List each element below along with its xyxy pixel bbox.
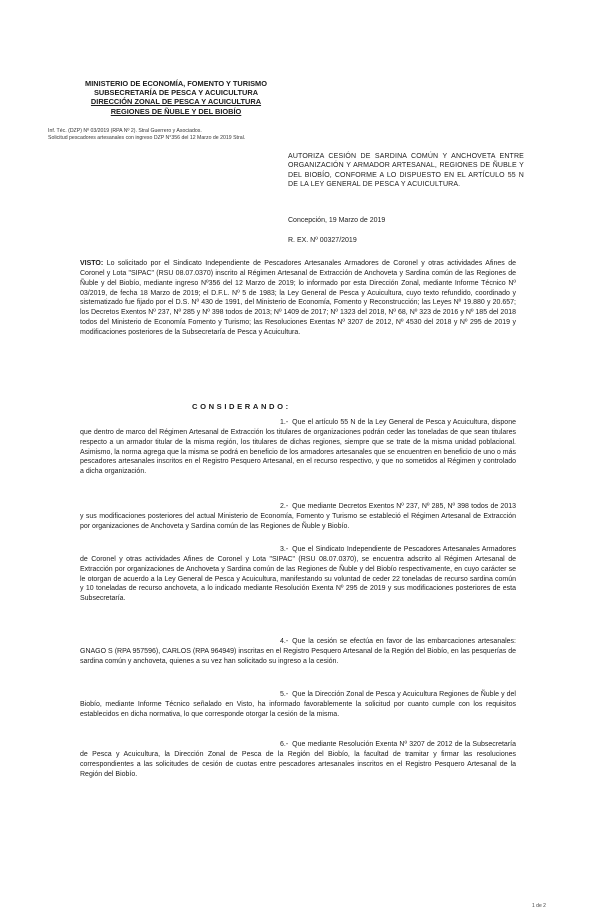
- considerando-paragraph-3: [80, 545, 516, 604]
- resolution-date: Concepción, 19 Marzo de 2019: [288, 217, 386, 224]
- reference-line-1: Inf. Téc. (DZP) Nº 03/2019 (RPA Nº 2). Stral Guerrero y Asociados.: [48, 128, 202, 134]
- considerando-paragraph-6: [80, 740, 516, 779]
- visto-section: [80, 259, 516, 338]
- paragraph-text: Que mediante Decretos Exentos Nº 237, Nº 285, Nº 398 todos de 2013 y sus modificaciones posteriores del actual Ministerio de Economía, Fomento y Turismo se estableció el Régimen Artesanal de Extracción por organizaciones de Anchoveta y Sardina común de las Regiones de Ñuble y Biobío.: [80, 503, 516, 530]
- reference-line-2: Solicitud pescadores artesanales con ingreso DZP N°356 del 12 Marzo de 2019 Stral.: [48, 134, 246, 141]
- paragraph-number: 2.-: [280, 503, 289, 510]
- subsecretary-line: SUBSECRETARÍA DE PESCA Y ACUICULTURA: [93, 88, 259, 98]
- paragraph-number: 5.-: [280, 691, 289, 698]
- paragraph-number: 6.-: [280, 741, 289, 748]
- paragraph-text: Que el artículo 55 N de la Ley General de Pesca y Acuicultura, dispone que dentro de marco del Régimen Artesanal de Extracción los titulares de organizaciones podrán ceder las toneladas de que sean titulares respecto a un armador titular de la misma región, los titulares de dichas regiones, siempre que se trate de la misma unidad poblacional. Asimismo, la norma agrega que la misma se podrá en beneficio de los armadores artesanales que se encuentren en beneficio de uno o más pescadores artesanales inscritos en el Registro Pesquero Artesanal, en el recurso respectivo, y que no sometidos al Régimen y controlado a dicha organización.: [80, 419, 516, 476]
- paragraph-text: Que la Dirección Zonal de Pesca y Acuicultura Regiones de Ñuble y del Biobío, mediante Informe Técnico señalado en Visto, ha informado favorablemente la solicitud por cuanto cumple con los requisitos establecidos en dicha normativa, lo que corresponde otorgar la cesión de la misma.: [80, 691, 516, 718]
- zonal-direction-line: DIRECCIÓN ZONAL DE PESCA Y ACUICULTURA: [90, 97, 262, 107]
- resolution-number: R. EX. Nº 00327/2019: [288, 237, 357, 244]
- paragraph-number: 4.-: [280, 638, 289, 645]
- paragraph-text: Que mediante Resolución Exenta Nº 3207 de 2012 de la Subsecretaría de Pesca y Acuicultura, la Dirección Zonal de Pesca de la Región del Biobío, la facultad de tramitar y firmar las resoluciones correspondientes a las solicitudes de cesión de cuotas entre pescadores artesanales inscritos en el Registro Pesquero Artesanal de la Región del Biobío.: [80, 741, 516, 778]
- reference-lines: [48, 128, 288, 142]
- considerando-paragraph-4: [80, 637, 516, 667]
- resolution-subject: AUTORIZA CESIÓN DE SARDINA COMÚN Y ANCHOVETA ENTRE ORGANIZACIÓN Y ARMADOR ARTESANAL, REGIONES DE ÑUBLE Y DEL BIOBÍO, CONFORME A LO DISPUESTO EN EL ARTÍCULO 55 N DE LA LEY GENERAL DE PESCA Y ACUICULTURA.: [288, 153, 524, 189]
- ministry-line: MINISTERIO DE ECONOMÍA, FOMENTO Y TURISMO: [85, 79, 267, 88]
- paragraph-number: 3.-: [280, 546, 289, 553]
- visto-label: VISTO:: [80, 260, 104, 267]
- considerando-heading: CONSIDERANDO:: [192, 402, 291, 411]
- page-number: 1 de 2: [532, 903, 546, 909]
- paragraph-text: Que la cesión se efectúa en favor de las embarcaciones artesanales: GNAGO S (RPA 957596), CARLOS (RPA 964949) inscritas en el Registro Pesquero Artesanal de la Región del Biobío, en las pesquerías de sardina común y anchoveta, quienes a su vez han solicitado su ingreso a la cesión.: [80, 638, 516, 665]
- paragraph-number: 1.-: [280, 419, 289, 426]
- visto-text: Lo solicitado por el Sindicato Independiente de Pescadores Artesanales Armadores de Coronel y otras actividades Afines de Coronel y Lota "SIPAC" (RSU 08.07.0370) inscrito al Régimen Artesanal de Extracción de Anchoveta y Sardina común de las Regiones de Ñuble y del Biobío, mediante ingreso Nº356 del 12 Marzo de 2019; lo informado por esta Dirección Zonal, mediante Informe Técnico Nº 03/2019, de fecha 18 Marzo de 2019; el D.F.L. Nº 5 de 1983; la Ley General de Pesca y Acuicultura, cuyo texto refundido, coordinado y sistematizado fue fijado por el D.S. Nº 430 de 1991, del Ministerio de Economía, Fomento y Reconstrucción; las Leyes Nº 19.880 y 20.657; los Decretos Exentos Nº 237, Nº 285 y Nº 398 todos de 2013; Nº 1409 de 2017; Nº 1323 del 2018, Nº 68, Nº 323 de 2016 y Nº 185 del 2018 todos del Ministerio de Economía Fomento y Turismo; las Resoluciones Exentas Nº 3207 de 2012, Nº 4530 del 2018 y Nº 295 de 2019 y modificaciones posteriores de la Subsecretaría de Pesca y Acuicultura.: [80, 260, 516, 336]
- considerando-paragraph-2: [80, 502, 516, 532]
- considerando-paragraph-5: [80, 690, 516, 720]
- paragraph-text: Que el Sindicato Independiente de Pescadores Artesanales Armadores de Coronel y otras actividades Afines de Coronel y Lota "SIPAC" (RSU 08.07.0370), se encuentra adscrito al Régimen Artesanal de Extracción por organizaciones de Anchoveta y Sardina común de las Regiones de Ñuble y del Biobío respectivamente, en cuyo carácter se le otorgan de acuerdo a la Ley General de Pesca y Acuicultura, manifestando su voluntad de ceder 22 toneladas de recurso sardina común y 10 toneladas de recurso anchoveta, a lo indicado mediante Resolución Exenta Nº 295 de 2019 y sus modificaciones posteriores de esta Subsecretaría.: [80, 546, 516, 603]
- regions-line: REGIONES DE ÑUBLE Y DEL BIOBÍO: [110, 106, 242, 116]
- considerando-paragraph-1: [80, 418, 516, 477]
- letterhead: [66, 79, 286, 116]
